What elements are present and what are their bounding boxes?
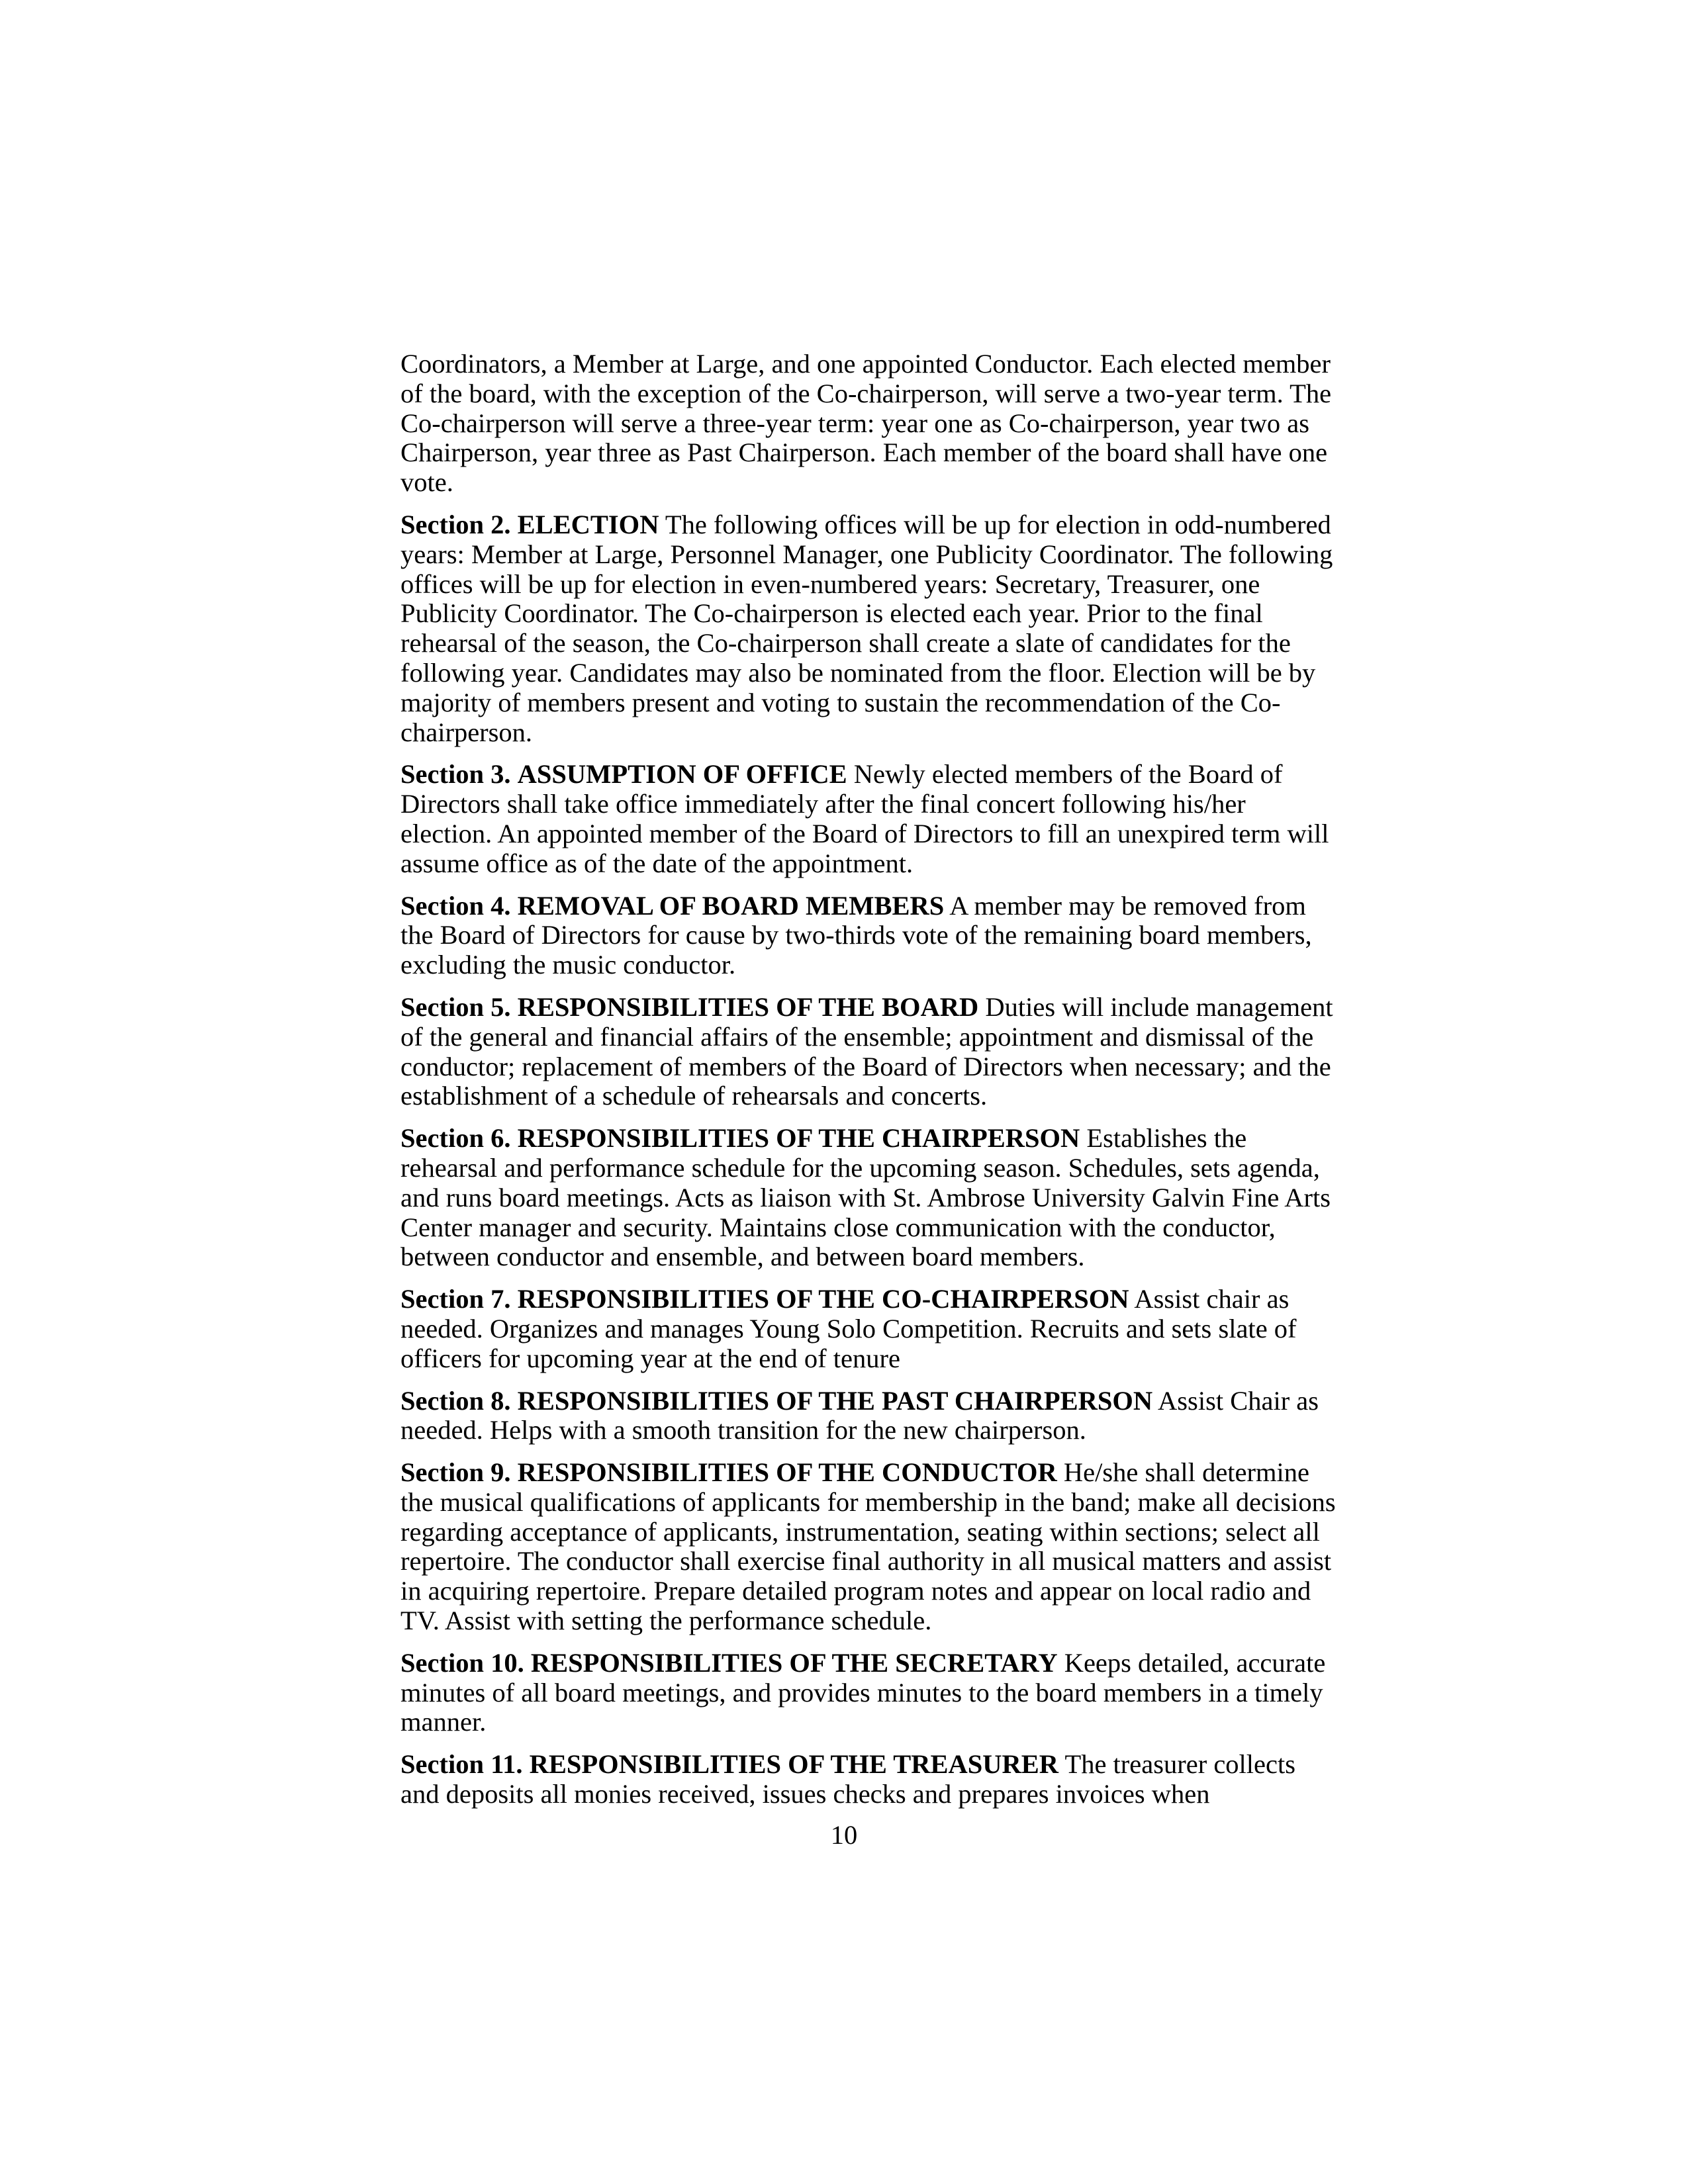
section-title: RESPONSIBILITIES OF THE CHAIRPERSON (517, 1123, 1080, 1154)
section-number: Section 10. (400, 1647, 524, 1678)
section-5-responsibilities-board (400, 993, 1340, 1111)
section-body: Establishes the rehearsal and performance schedule for the upcoming season. Schedules, sets agenda, and runs board meetings. Acts as liaison with St. Ambrose University Galvin Fine Arts Center manager and security. Maintains close communication with the conductor, between conductor and ensemble, and between board members. (400, 1123, 1331, 1272)
section-number: Section 6. (400, 1123, 511, 1154)
section-title: ASSUMPTION OF OFFICE (517, 759, 847, 790)
body-text (400, 349, 1340, 1809)
intro-paragraph (400, 349, 1340, 498)
section-title: REMOVAL OF BOARD MEMBERS (517, 890, 945, 921)
section-6-responsibilities-chairperson (400, 1124, 1340, 1272)
section-3-assumption-of-office (400, 760, 1340, 878)
section-number: Section 4. (400, 890, 511, 921)
section-title: RESPONSIBILITIES OF THE PAST CHAIRPERSON (517, 1385, 1153, 1416)
section-number: Section 8. (400, 1385, 511, 1416)
section-10-responsibilities-secretary (400, 1649, 1340, 1737)
section-4-removal-of-board-members (400, 891, 1340, 980)
section-title: RESPONSIBILITIES OF THE TREASURER (529, 1749, 1059, 1780)
section-number: Section 7. (400, 1284, 511, 1314)
section-11-responsibilities-treasurer (400, 1750, 1340, 1809)
section-number: Section 2. (400, 509, 511, 539)
section-8-responsibilities-past-chairperson (400, 1387, 1340, 1446)
section-number: Section 9. (400, 1457, 511, 1488)
section-body: Assist chair as needed. Organizes and manages Young Solo Competition. Recruits and sets slate of officers for upcoming year at the end of tenure (400, 1284, 1297, 1373)
section-title: RESPONSIBILITIES OF THE CONDUCTOR (517, 1457, 1057, 1488)
section-body: Duties will include management of the general and financial affairs of the ensemble; appointment and dismissal of the conductor; replacement of members of the Board of Directors when necessary; and the establishment of a schedule of rehearsals and concerts. (400, 991, 1333, 1111)
section-title: ELECTION (517, 509, 659, 539)
page-number: 10 (830, 1820, 858, 1850)
section-7-responsibilities-co-chairperson (400, 1285, 1340, 1373)
section-body: He/she shall determine the musical qualifications of applicants for membership in the band; make all decisions regarding acceptance of applicants, instrumentation, seating within sections; select all repertoire. The conductor shall exercise final authority in all musical matters and assist in acquiring repertoire. Prepare detailed program notes and appear on local radio and TV. Assist with setting the performance schedule. (400, 1457, 1336, 1636)
section-body: Assist Chair as needed. Helps with a smooth transition for the new chairperson. (400, 1385, 1319, 1445)
intro-text: Coordinators, a Member at Large, and one appointed Conductor. Each elected member of the board, with the exception of the Co-chairperson, will serve a two-year term. The Co-chairperson will serve a three-year term: year one as Co-chairperson, year two as Chairperson, year three as Past Chairperson. Each member of the board shall have one vote. (400, 349, 1332, 498)
section-title: RESPONSIBILITIES OF THE BOARD (517, 991, 979, 1022)
section-body: A member may be removed from the Board of Directors for cause by two-thirds vote of the remaining board members, excluding the music conductor. (400, 890, 1312, 980)
section-2-election (400, 510, 1340, 747)
section-number: Section 5. (400, 991, 511, 1022)
section-number: Section 3. (400, 759, 511, 790)
section-body: Keeps detailed, accurate minutes of all board meetings, and provides minutes to the board members in a timely manner. (400, 1647, 1326, 1737)
section-body: The treasurer collects and deposits all monies received, issues checks and prepares invoices when (400, 1749, 1296, 1809)
section-title: RESPONSIBILITIES OF THE CO-CHAIRPERSON (517, 1284, 1129, 1314)
section-9-responsibilities-conductor (400, 1458, 1340, 1636)
section-body: The following offices will be up for election in odd-numbered years: Member at Large, Personnel Manager, one Publicity Coordinator. The following offices will be up for election in even-numbered years: Secretary, Treasurer, one Publicity Coordinator. The Co-chairperson is elected each year. Prior to the final rehearsal of the season, the Co-chairperson shall create a slate of candidates for the following year. Candidates may also be nominated from the floor. Election will be by majority of members present and voting to sustain the recommendation of the Co-chairperson. (400, 509, 1333, 747)
section-title: RESPONSIBILITIES OF THE SECRETARY (530, 1647, 1058, 1678)
section-body: Newly elected members of the Board of Directors shall take office immediately after the final concert following his/her election. An appointed member of the Board of Directors to fill an unexpired term will assume office as of the date of the appointment. (400, 759, 1329, 878)
section-number: Section 11. (400, 1749, 523, 1780)
